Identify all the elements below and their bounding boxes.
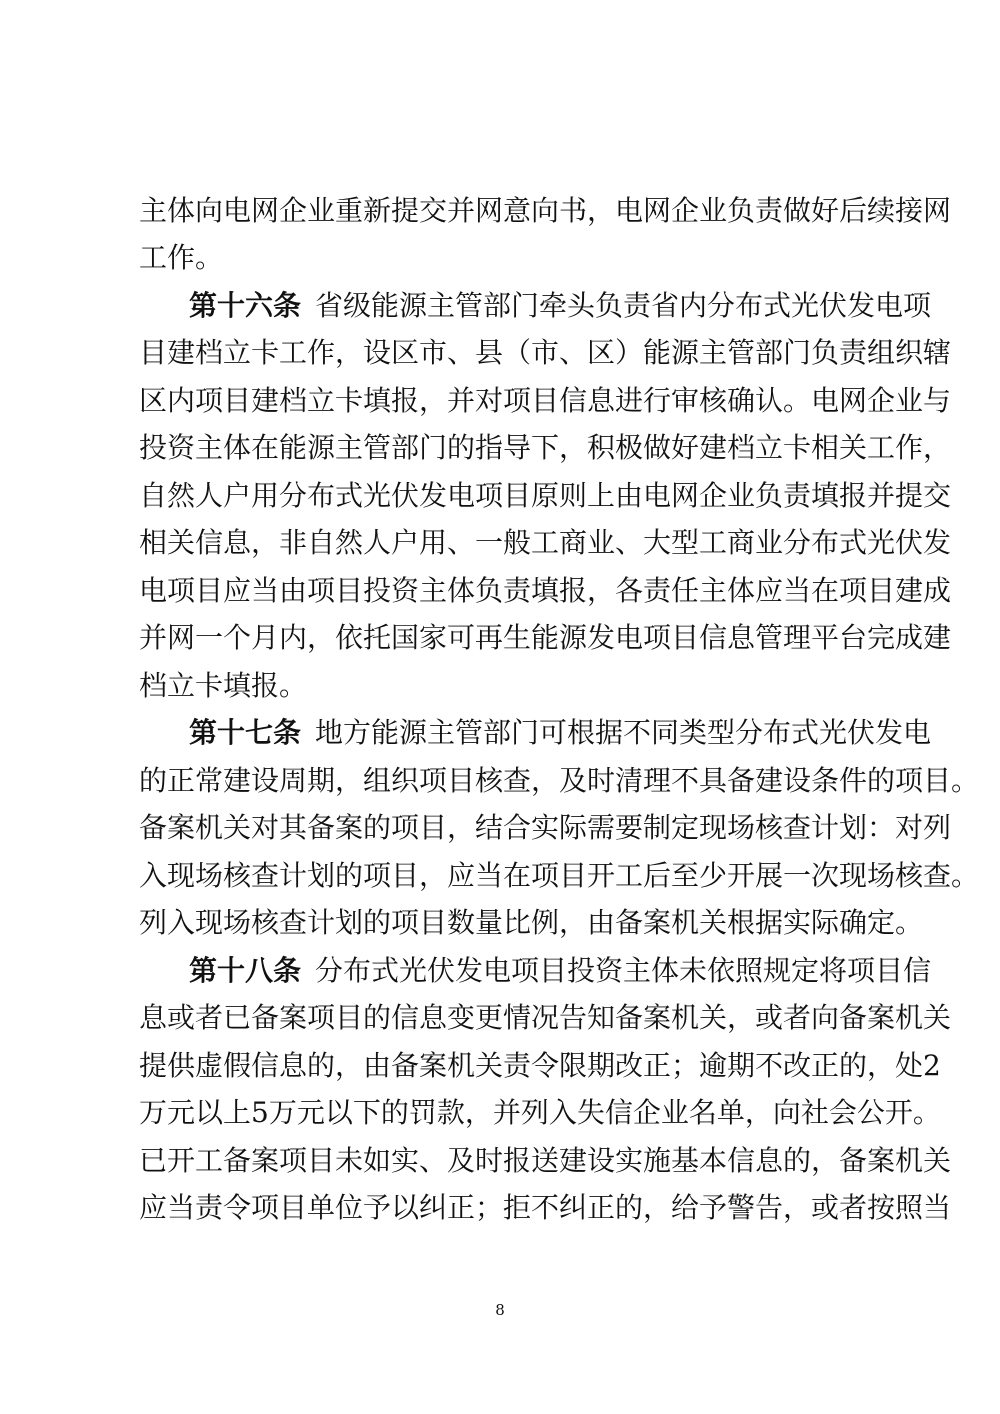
text-line: 自然人户用分布式光伏发电项目原则上由电网企业负责填报并提交 — [139, 479, 952, 512]
page-number: 8 — [495, 1301, 505, 1319]
article-heading: 第十八条 — [189, 954, 302, 987]
text-line: 相关信息，非自然人户用、一般工商业、大型工商业分布式光伏发 — [139, 526, 952, 559]
text-line: 提供虚假信息的，由备案机关责令限期改正；逾期不改正的，处2 — [139, 1049, 941, 1082]
article-17-first-line — [189, 711, 932, 755]
text-line: 万元以上5万元以下的罚款，并列入失信企业名单，向社会公开。 — [139, 1096, 941, 1129]
text-line: 备案机关对其备案的项目，结合实际需要制定现场核查计划：对列 — [139, 811, 952, 844]
text-line: 投资主体在能源主管部门的指导下，积极做好建档立卡相关工作， — [139, 431, 952, 464]
text-line: 的正常建设周期，组织项目核查，及时清理不具备建设条件的项目。 — [139, 764, 980, 797]
text-line: 目建档立卡工作，设区市、县（市、区）能源主管部门负责组织辖 — [139, 336, 952, 369]
article-heading: 第十六条 — [189, 289, 302, 322]
text-line: 应当责令项目单位予以纠正；拒不纠正的，给予警告，或者按照当 — [139, 1191, 952, 1224]
article-18-first-line — [189, 949, 932, 993]
text-span: 地方能源主管部门可根据不同类型分布式光伏发电 — [315, 716, 932, 749]
text-line: 区内项目建档立卡填报，并对项目信息进行审核确认。电网企业与 — [139, 384, 952, 417]
text-line: 并网一个月内，依托国家可再生能源发电项目信息管理平台完成建 — [139, 621, 952, 654]
text-line: 档立卡填报。 — [139, 669, 308, 702]
text-line: 列入现场核查计划的项目数量比例，由备案机关根据实际确定。 — [139, 906, 924, 939]
text-line: 息或者已备案项目的信息变更情况告知备案机关，或者向备案机关 — [139, 1001, 952, 1034]
text-line: 已开工备案项目未如实、及时报送建设实施基本信息的，备案机关 — [139, 1144, 952, 1177]
text-line: 入现场核查计划的项目，应当在项目开工后至少开展一次现场核查。 — [139, 859, 980, 892]
text-span: 省级能源主管部门牵头负责省内分布式光伏发电项 — [315, 289, 932, 322]
text-line: 主体向电网企业重新提交并网意向书，电网企业负责做好后续接网 — [139, 194, 952, 227]
text-line: 工作。 — [139, 241, 224, 274]
article-heading: 第十七条 — [189, 716, 302, 749]
article-16-first-line — [189, 284, 932, 328]
text-line: 电项目应当由项目投资主体负责填报，各责任主体应当在项目建成 — [139, 574, 952, 607]
text-span: 分布式光伏发电项目投资主体未依照规定将项目信 — [315, 954, 932, 987]
